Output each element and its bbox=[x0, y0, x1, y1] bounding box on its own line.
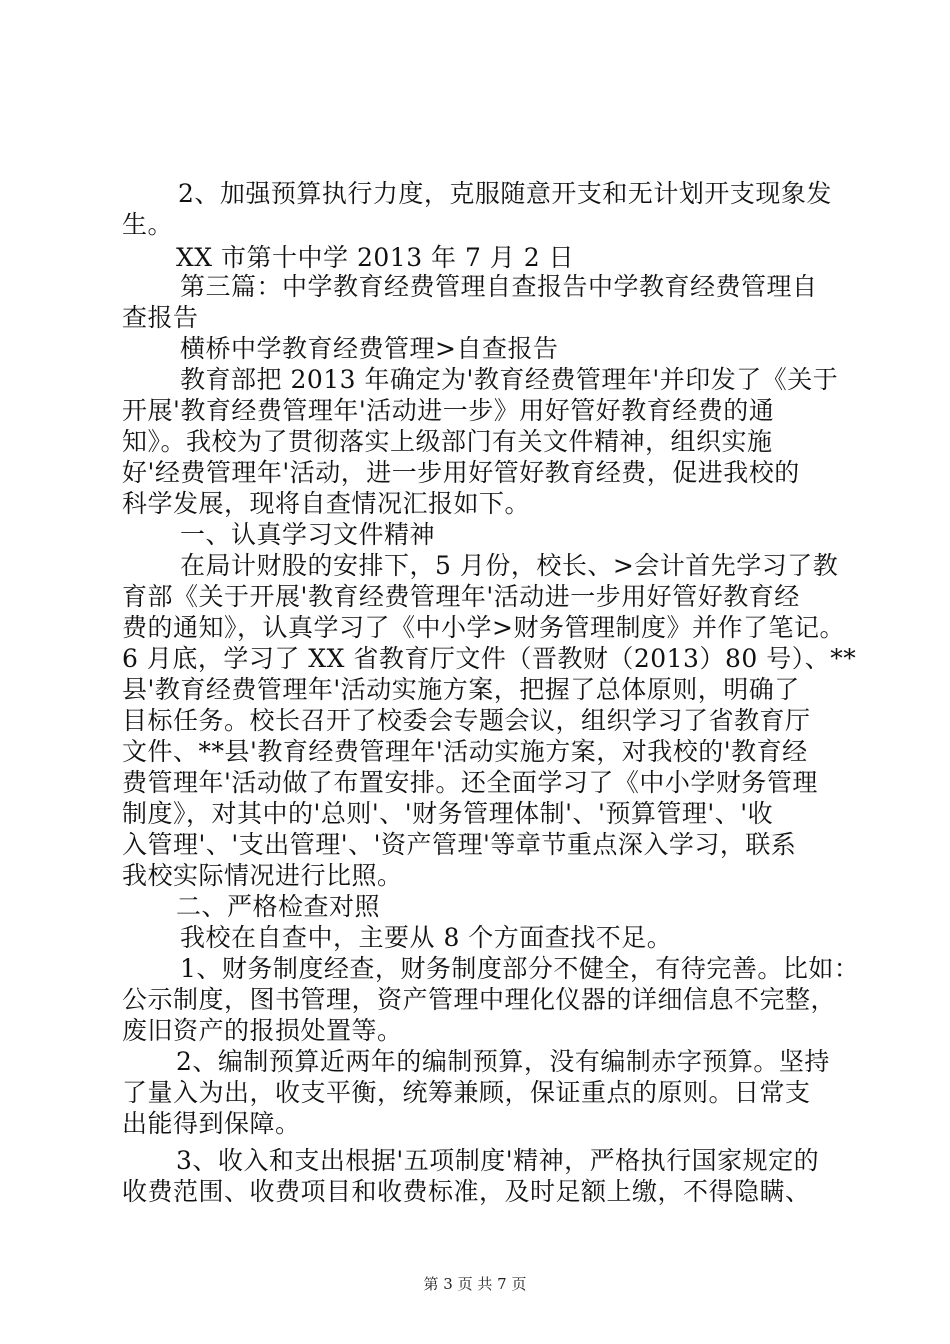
text-line: 1、财务制度经查，财务制度部分不健全，有待完善。比如： bbox=[180, 954, 860, 983]
section-heading: 第三篇：中学教育经费管理自查报告中学教育经费管理自 bbox=[180, 272, 818, 301]
text-line: 6 月底，学习了 XX 省教育厅文件（晋教财（2013）80 号）、** bbox=[122, 644, 857, 673]
section-heading: 查报告 bbox=[122, 303, 199, 332]
page-number: 第 3 页 共 7 页 bbox=[423, 1275, 527, 1293]
text-line: 我校实际情况进行比照。 bbox=[122, 861, 403, 890]
text-line: 文件、**县'教育经费管理年'活动实施方案，对我校的'教育经 bbox=[122, 737, 808, 766]
text-line: 科学发展，现将自查情况汇报如下。 bbox=[122, 489, 531, 518]
text-line: 在局计财股的安排下，5 月份，校长、>会计首先学习了教 bbox=[180, 551, 839, 580]
report-title: 横桥中学教育经费管理>自查报告 bbox=[180, 334, 559, 363]
text-line: 2、编制预算近两年的编制预算，没有编制赤字预算。坚持 bbox=[176, 1047, 830, 1076]
text-line: 废旧资产的报损处置等。 bbox=[122, 1016, 403, 1045]
text-line: 出能得到保障。 bbox=[122, 1109, 301, 1138]
text-line: 收费范围、收费项目和收费标准，及时足额上缴，不得隐瞒、 bbox=[122, 1177, 811, 1206]
text-line: 2、加强预算执行力度，克服随意开支和无计划开支现象发 bbox=[178, 179, 832, 208]
text-line: 生。 bbox=[122, 210, 174, 239]
text-line: 目标任务。校长召开了校委会专题会议，组织学习了省教育厅 bbox=[122, 706, 811, 735]
text-line: 了量入为出，收支平衡，统筹兼顾，保证重点的原则。日常支 bbox=[122, 1078, 811, 1107]
text-line: 费管理年'活动做了布置安排。还全面学习了《中小学财务管理 bbox=[122, 768, 818, 797]
text-line: 制度》，对其中的'总则'、'财务管理体制'、'预算管理'、'收 bbox=[122, 799, 774, 828]
text-line: 我校在自查中，主要从 8 个方面查找不足。 bbox=[180, 923, 673, 952]
text-line: 入管理'、'支出管理'、'资产管理'等章节重点深入学习，联系 bbox=[122, 830, 797, 859]
text-line: 县'教育经费管理年'活动实施方案，把握了总体原则，明确了 bbox=[122, 675, 800, 704]
text-line: XX 市第十中学 2013 年 7 月 2 日 bbox=[176, 243, 575, 272]
text-line: 公示制度，图书管理，资产管理中理化仪器的详细信息不完整， bbox=[122, 985, 837, 1014]
section-heading: 一、认真学习文件精神 bbox=[180, 520, 436, 549]
text-line: 知》。我校为了贯彻落实上级部门有关文件精神，组织实施 bbox=[122, 427, 773, 456]
text-line: 教育部把 2013 年确定为'教育经费管理年'并印发了《关于 bbox=[180, 365, 839, 394]
text-line: 好'经费管理年'活动，进一步用好管好教育经费，促进我校的 bbox=[122, 458, 800, 487]
section-heading: 二、严格检查对照 bbox=[176, 892, 381, 921]
text-line: 3、收入和支出根据'五项制度'精神，严格执行国家规定的 bbox=[176, 1146, 820, 1175]
page-footer bbox=[0, 1274, 950, 1294]
text-line: 费的通知》，认真学习了《中小学>财务管理制度》并作了笔记。 bbox=[122, 613, 845, 642]
text-line: 育部《关于开展'教育经费管理年'活动进一步用好管好教育经 bbox=[122, 582, 800, 611]
text-line: 开展'教育经费管理年'活动进一步》用好管好教育经费的通 bbox=[122, 396, 775, 425]
